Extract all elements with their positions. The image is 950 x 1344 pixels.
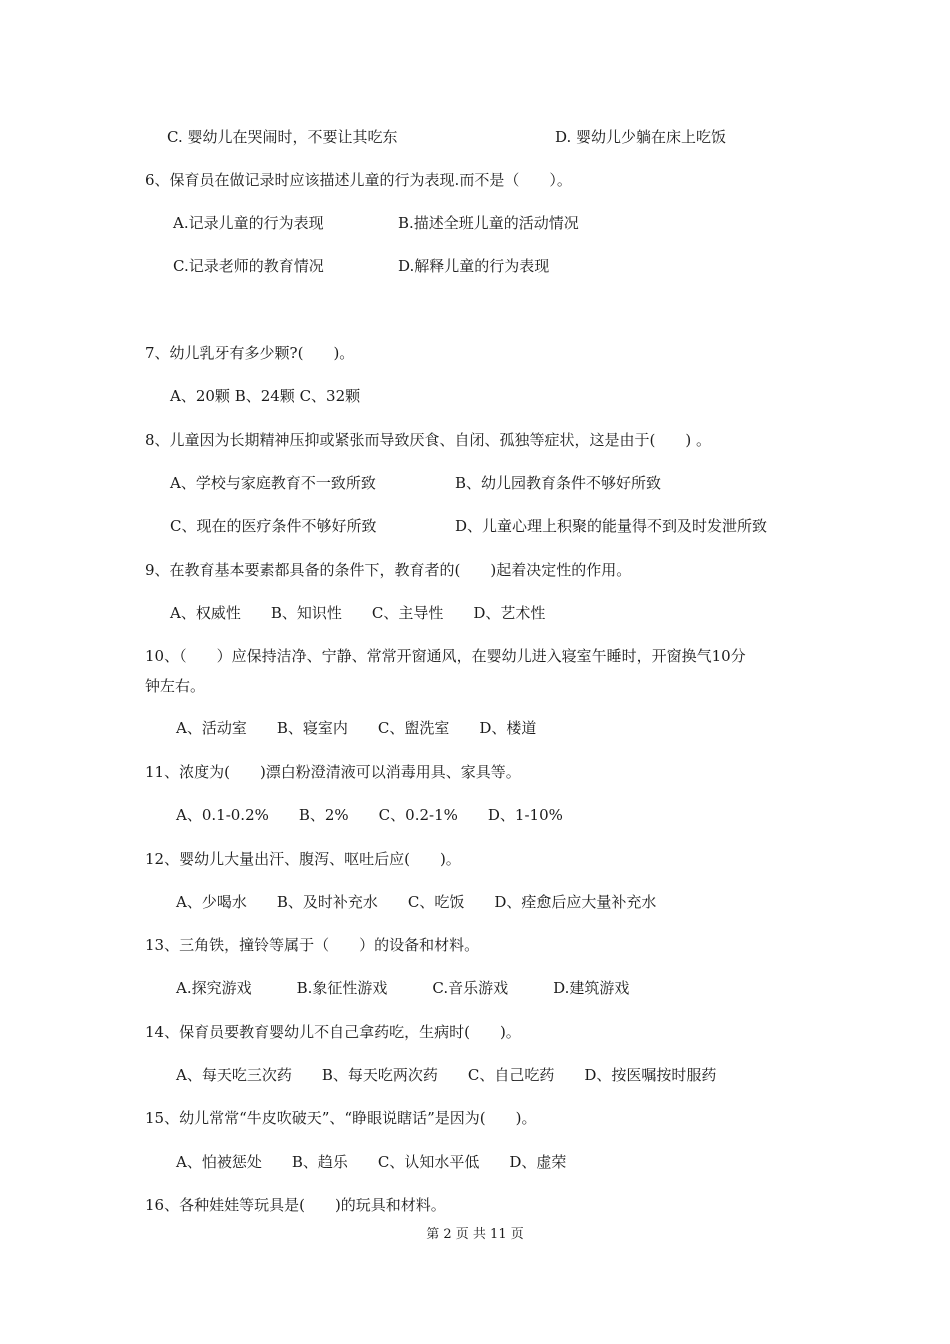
option-6a: A.记录儿童的行为表现 [173,214,324,232]
option-8b: B、幼儿园教育条件不够好所致 [455,474,662,492]
option-6b: B.描述全班儿童的活动情况 [398,214,579,232]
line-5d: D. 婴幼儿少躺在床上吃饭 [555,128,727,146]
question-10: 10、（ ）应保持洁净、宁静、常常开窗通风，在婴幼儿进入寝室午睡时，开窗换气10分 [145,647,746,665]
options-7: A、20颗 B、24颗 C、32颗 [170,387,361,405]
question-9: 9、在教育基本要素都具备的条件下，教育者的( )起着决定性的作用。 [145,561,632,579]
options-11: A、0.1-0.2% B、2% C、0.2-1% D、1-10% [176,806,563,824]
question-11: 11、浓度为( )漂白粉澄清液可以消毒用具、家具等。 [145,763,521,781]
option-8a: A、学校与家庭教育不一致所致 [170,474,376,492]
option-8d: D、儿童心理上积聚的能量得不到及时发泄所致 [455,517,768,535]
question-6: 6、保育员在做记录时应该描述儿童的行为表现.而不是（ ）。 [145,171,572,189]
line-5c: C. 婴幼儿在哭闹时，不要让其吃东 [167,128,398,146]
page-footer: 第 2 页 共 11 页 [426,1227,524,1242]
question-15: 15、幼儿常常“牛皮吹破天”、“睁眼说瞎话”是因为( )。 [145,1109,537,1127]
options-10: A、活动室 B、寝室内 C、盥洗室 D、楼道 [176,719,537,737]
option-6c: C.记录老师的教育情况 [173,257,324,275]
option-6d: D.解释儿童的行为表现 [398,257,550,275]
question-10-cont: 钟左右。 [145,677,206,695]
option-8c: C、现在的医疗条件不够好所致 [170,517,377,535]
options-12: A、少喝水 B、及时补充水 C、吃饭 D、痊愈后应大量补充水 [176,893,657,911]
question-8: 8、儿童因为长期精神压抑或紧张而导致厌食、自闭、孤独等症状，这是由于( ) 。 [145,431,712,449]
question-16: 16、各种娃娃等玩具是( )的玩具和材料。 [145,1196,446,1214]
question-13: 13、三角铁，撞铃等属于（ ）的设备和材料。 [145,936,480,954]
options-14: A、每天吃三次药 B、每天吃两次药 C、自己吃药 D、按医嘱按时服药 [176,1066,717,1084]
options-15: A、怕被惩处 B、趋乐 C、认知水平低 D、虚荣 [176,1153,567,1171]
options-9: A、权威性 B、知识性 C、主导性 D、艺术性 [170,604,546,622]
options-13: A.探究游戏 B.象征性游戏 C.音乐游戏 D.建筑游戏 [176,979,630,997]
question-7: 7、幼儿乳牙有多少颗?( )。 [145,344,355,362]
question-14: 14、保育员要教育婴幼儿不自己拿药吃，生病时( )。 [145,1023,521,1041]
question-12: 12、婴幼儿大量出汗、腹泻、呕吐后应( )。 [145,850,461,868]
